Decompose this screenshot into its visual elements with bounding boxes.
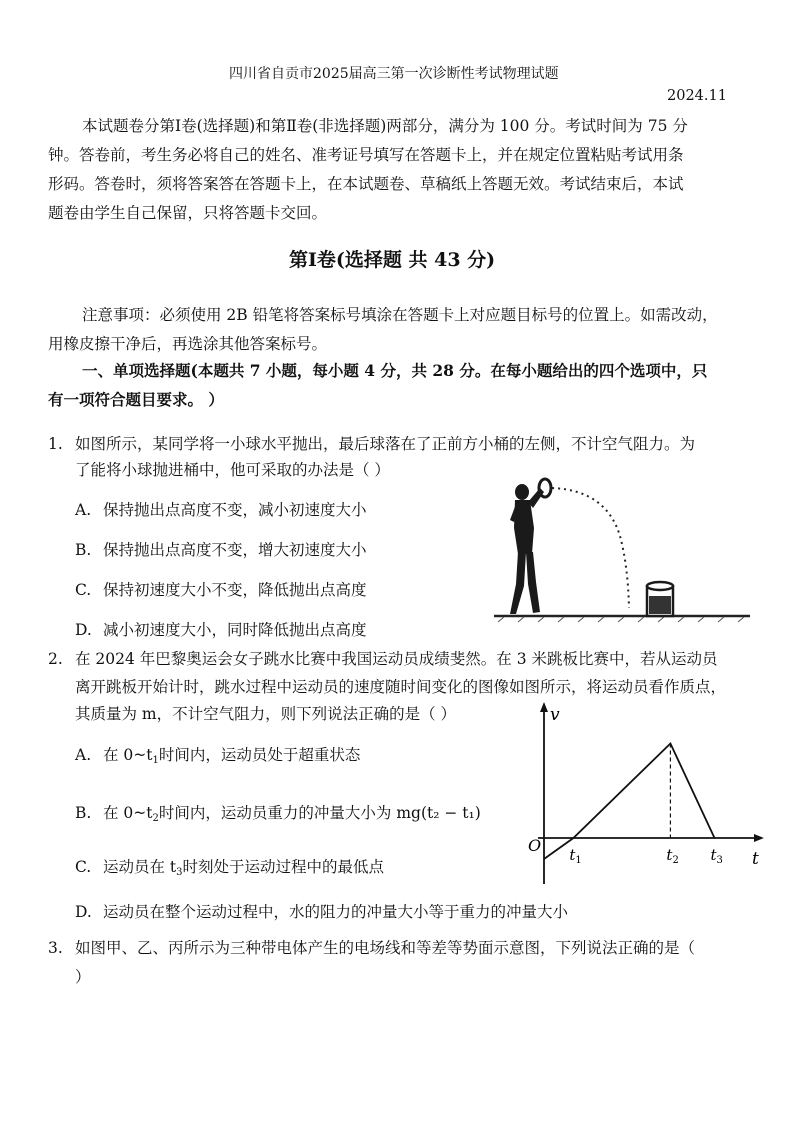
option-label: D. (75, 621, 92, 639)
origin-label: O (528, 836, 542, 855)
question-number: 3. (48, 939, 63, 957)
t-axis-label: t (752, 849, 759, 869)
option-label: C. (75, 581, 92, 599)
x-axis-arrow (754, 834, 764, 842)
ground-hatching (498, 617, 744, 622)
option-label: C. (75, 858, 92, 876)
tick-label-t2: $t_2$ (666, 846, 679, 866)
velocity-line (544, 744, 715, 860)
option-text: 在 $0\sim t_2$时间内，运动员重力的冲量大小为 mg(t₂ − t₁) (103, 804, 481, 824)
throw-illustration (488, 476, 758, 626)
exam-title: 四川省自贡市2025届高三第一次诊断性考试物理试题 (229, 66, 559, 82)
question-number: 2. (48, 650, 63, 668)
question-stem: ） (75, 968, 91, 986)
y-axis-arrow (540, 702, 548, 712)
option-text: 保持抛出点高度不变，减小初速度大小 (103, 501, 367, 519)
option-text: 减小初速度大小，同时降低抛出点高度 (103, 621, 367, 639)
question-stem: 其质量为 m，不计空气阻力，则下列说法正确的是（ ） (75, 705, 457, 723)
notice-line: 用橡皮擦干净后，再选涂其他答案标号。 (48, 335, 328, 353)
option-text: 运动员在 $t_3$时刻处于运动过程中的最低点 (103, 858, 385, 878)
thrower-figure (510, 484, 544, 614)
question-stem: 如图所示，某同学将一小球水平抛出，最后球落在了正前方小桶的左侧，不计空气阻力。为 (75, 435, 696, 453)
trajectory-curve (552, 488, 629, 608)
option-text: 保持抛出点高度不变，增大初速度大小 (103, 541, 367, 559)
section-title: 第Ⅰ卷(选择题 共 43 分) (289, 249, 496, 271)
intro-line: 钟。答卷前，考生务必将自己的姓名、准考证号填写在答题卡上，并在规定位置粘贴考试用条 (48, 146, 684, 164)
question-number: 1. (48, 435, 63, 453)
velocity-time-graph (520, 698, 770, 890)
tick-label-t1: $t_1$ (569, 846, 582, 866)
exam-date: 2024.11 (667, 88, 727, 104)
option-text: 在 $0\sim t_1$时间内，运动员处于超重状态 (103, 746, 361, 766)
intro-line: 题卷由学生自己保留，只将答题卡交回。 (48, 204, 328, 222)
option-label: A. (75, 501, 92, 519)
part-heading: 有一项符合题目要求。 ） (48, 390, 224, 409)
question-stem: 了能将小球抛进桶中，他可采取的办法是（ ） (75, 461, 390, 479)
bucket (647, 582, 673, 616)
option-text: 运动员在整个运动过程中，水的阻力的冲量大小等于重力的冲量大小 (103, 903, 569, 921)
question-stem: 离开跳板开始计时，跳水过程中运动员的速度随时间变化的图像如图所示，将运动员看作质点， (75, 678, 727, 696)
option-label: B. (75, 804, 92, 822)
intro-line: 形码。答卷时，须将答案答在答题卡上，在本试题卷、草稿纸上答题无效。考试结束后，本试 (48, 175, 684, 193)
ball-in-hand (539, 479, 551, 497)
question-stem: 在 2024 年巴黎奥运会女子跳水比赛中我国运动员成绩斐然。在 3 米跳板比赛中，若从运动员 (75, 650, 718, 668)
option-label: D. (75, 903, 92, 921)
option-label: A. (75, 746, 92, 764)
part-heading: 一、单项选择题(本题共 7 小题，每小题 4 分，共 28 分。在每小题给出的四个选项中，只 (82, 361, 708, 380)
tick-label-t3: $t_3$ (710, 846, 723, 866)
intro-line: 本试题卷分第Ⅰ卷(选择题)和第Ⅱ卷(非选择题)两部分，满分为 100 分。考试时间为 75 分 (82, 117, 688, 135)
notice-line: 注意事项：必须使用 2B 铅笔将答案标号填涂在答题卡上对应题目标号的位置上。如需改动， (82, 306, 718, 324)
question-stem: 如图甲、乙、丙所示为三种带电体产生的电场线和等差等势面示意图，下列说法正确的是（ (75, 939, 696, 957)
v-axis-label: v (550, 705, 560, 725)
option-text: 保持初速度大小不变，降低抛出点高度 (103, 581, 367, 599)
option-label: B. (75, 541, 92, 559)
